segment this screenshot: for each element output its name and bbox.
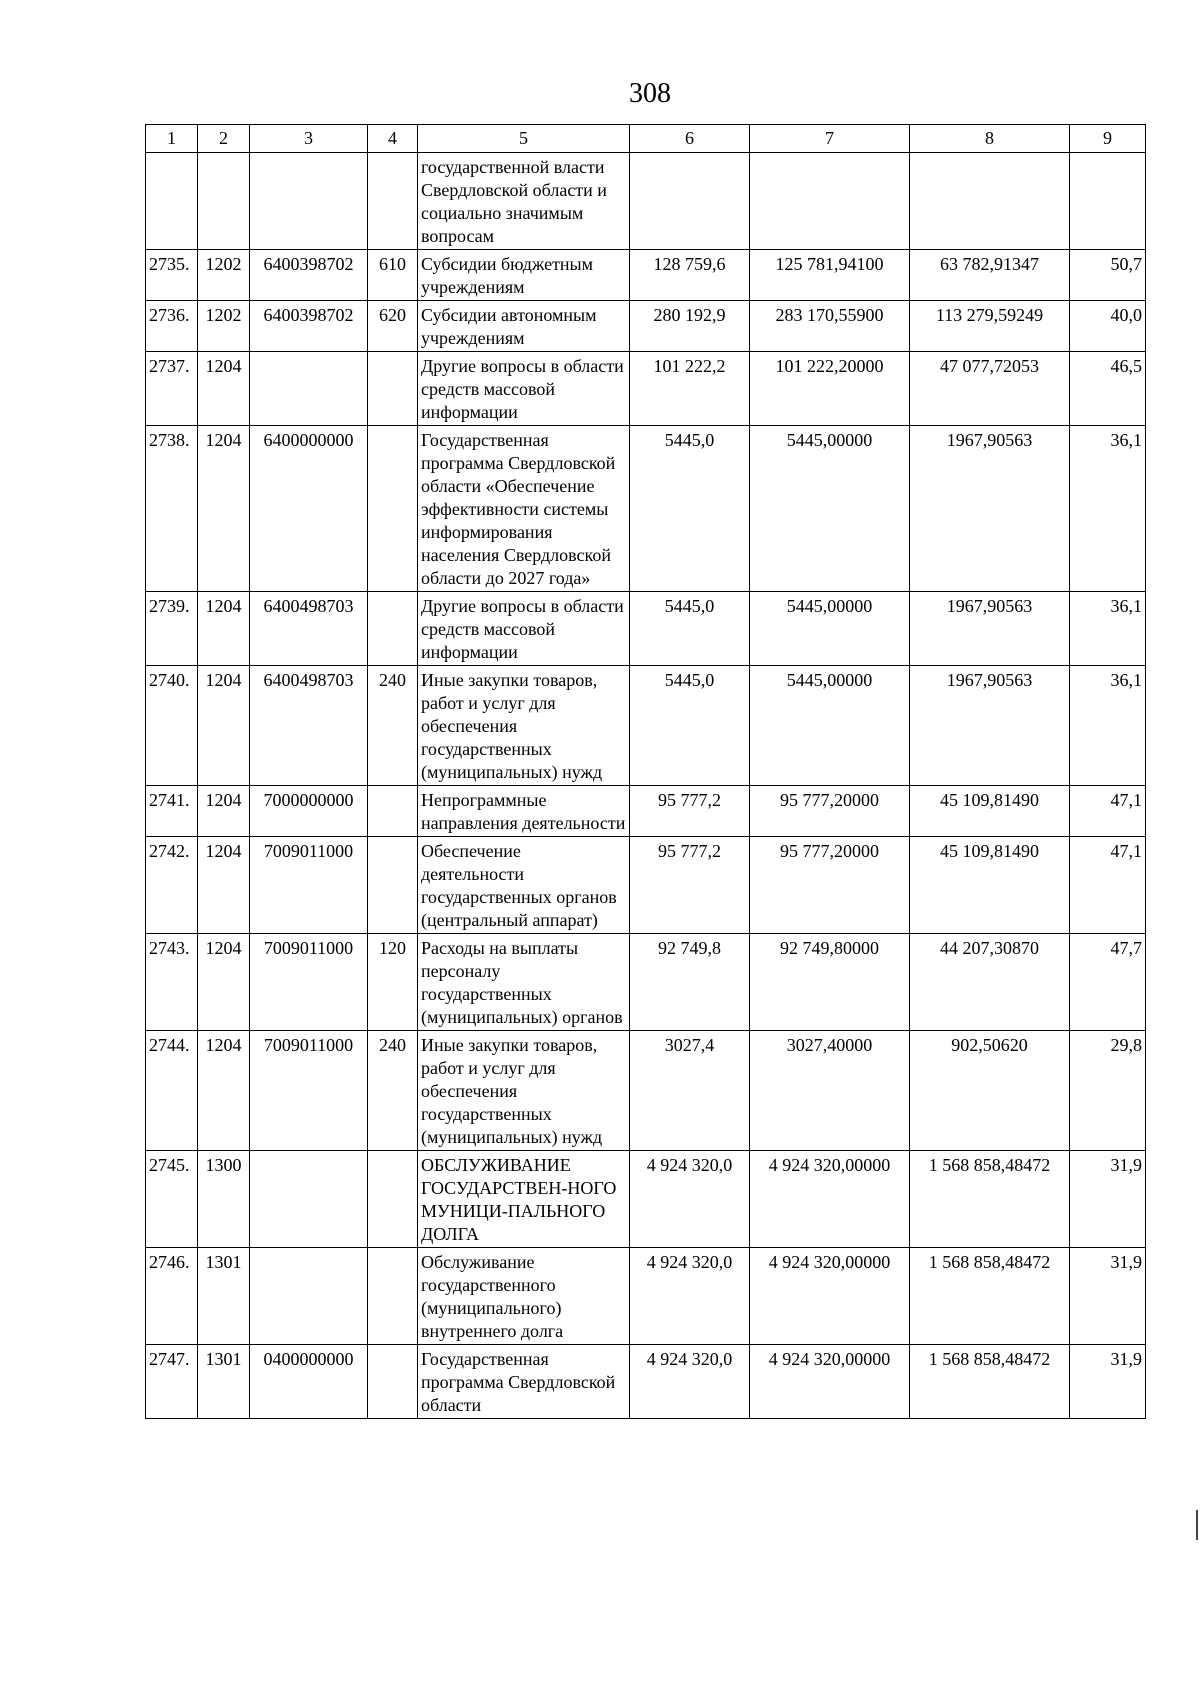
column-header: 9 <box>1070 125 1146 153</box>
item-name: Государственная программа Свердловской области <box>418 1345 630 1419</box>
row-number: 2745. <box>146 1151 198 1248</box>
expense-kind <box>368 153 418 250</box>
amount-col8: 1 568 858,48472 <box>910 1248 1070 1345</box>
row-number: 2746. <box>146 1248 198 1345</box>
expense-kind: 120 <box>368 934 418 1031</box>
section-code: 1202 <box>198 301 250 352</box>
section-code: 1202 <box>198 250 250 301</box>
table-row <box>146 250 1146 301</box>
execution-percent <box>1070 153 1146 250</box>
section-code: 1204 <box>198 786 250 837</box>
expense-kind <box>368 1248 418 1345</box>
expense-kind <box>368 786 418 837</box>
amount-col7: 283 170,55900 <box>750 301 910 352</box>
section-code: 1300 <box>198 1151 250 1248</box>
amount-col6: 280 192,9 <box>630 301 750 352</box>
amount-col7: 4 924 320,00000 <box>750 1345 910 1419</box>
table-row <box>146 1248 1146 1345</box>
amount-col7: 3027,40000 <box>750 1031 910 1151</box>
item-name: Обеспечение деятельности государственных органов (центральный аппарат) <box>418 837 630 934</box>
expense-kind <box>368 426 418 592</box>
table-row <box>146 153 1146 250</box>
item-name: Иные закупки товаров, работ и услуг для обеспечения государственных (муниципальных) нужд <box>418 666 630 786</box>
amount-col7: 5445,00000 <box>750 666 910 786</box>
row-number: 2741. <box>146 786 198 837</box>
section-code: 1204 <box>198 426 250 592</box>
amount-col8: 45 109,81490 <box>910 837 1070 934</box>
item-name: ОБСЛУЖИВАНИЕ ГОСУДАРСТВЕН-НОГО МУНИЦИ-ПАЛЬНОГО ДОЛГА <box>418 1151 630 1248</box>
scan-artifact <box>1196 1510 1198 1540</box>
row-number: 2739. <box>146 592 198 666</box>
amount-col8: 47 077,72053 <box>910 352 1070 426</box>
amount-col6: 95 777,2 <box>630 837 750 934</box>
expense-kind: 620 <box>368 301 418 352</box>
section-code: 1204 <box>198 666 250 786</box>
column-header: 3 <box>250 125 368 153</box>
item-name: Иные закупки товаров, работ и услуг для обеспечения государственных (муниципальных) нужд <box>418 1031 630 1151</box>
target-code <box>250 352 368 426</box>
amount-col6: 92 749,8 <box>630 934 750 1031</box>
amount-col6: 5445,0 <box>630 426 750 592</box>
row-number: 2744. <box>146 1031 198 1151</box>
item-name: Другие вопросы в области средств массовой информации <box>418 352 630 426</box>
header-row <box>146 125 1146 153</box>
amount-col8: 1967,90563 <box>910 426 1070 592</box>
amount-col8: 113 279,59249 <box>910 301 1070 352</box>
expense-kind <box>368 1151 418 1248</box>
column-header: 7 <box>750 125 910 153</box>
amount-col7: 5445,00000 <box>750 426 910 592</box>
amount-col6: 4 924 320,0 <box>630 1248 750 1345</box>
execution-percent: 31,9 <box>1070 1151 1146 1248</box>
amount-col7: 92 749,80000 <box>750 934 910 1031</box>
table-row <box>146 1345 1146 1419</box>
amount-col7: 4 924 320,00000 <box>750 1151 910 1248</box>
amount-col7: 95 777,20000 <box>750 837 910 934</box>
row-number <box>146 153 198 250</box>
execution-percent: 47,7 <box>1070 934 1146 1031</box>
section-code: 1204 <box>198 837 250 934</box>
amount-col7: 101 222,20000 <box>750 352 910 426</box>
column-header: 8 <box>910 125 1070 153</box>
column-header: 6 <box>630 125 750 153</box>
section-code: 1301 <box>198 1248 250 1345</box>
column-header: 4 <box>368 125 418 153</box>
target-code: 6400000000 <box>250 426 368 592</box>
expense-kind: 610 <box>368 250 418 301</box>
page-number: 308 <box>629 78 671 109</box>
amount-col8: 45 109,81490 <box>910 786 1070 837</box>
section-code: 1204 <box>198 1031 250 1151</box>
amount-col6: 101 222,2 <box>630 352 750 426</box>
row-number: 2747. <box>146 1345 198 1419</box>
amount-col6: 4 924 320,0 <box>630 1345 750 1419</box>
amount-col6: 128 759,6 <box>630 250 750 301</box>
table-row <box>146 1151 1146 1248</box>
amount-col8: 63 782,91347 <box>910 250 1070 301</box>
section-code: 1204 <box>198 592 250 666</box>
execution-percent: 46,5 <box>1070 352 1146 426</box>
amount-col7 <box>750 153 910 250</box>
target-code: 0400000000 <box>250 1345 368 1419</box>
table-body <box>146 153 1146 1419</box>
target-code <box>250 1248 368 1345</box>
execution-percent: 40,0 <box>1070 301 1146 352</box>
expense-kind <box>368 592 418 666</box>
item-name: Государственная программа Свердловской области «Обеспечение эффективности системы информирования населения Свердловской области до 2027 года» <box>418 426 630 592</box>
expense-kind: 240 <box>368 666 418 786</box>
amount-col8: 1 568 858,48472 <box>910 1151 1070 1248</box>
amount-col7: 95 777,20000 <box>750 786 910 837</box>
item-name: Субсидии автономным учреждениям <box>418 301 630 352</box>
column-header: 2 <box>198 125 250 153</box>
amount-col6: 5445,0 <box>630 592 750 666</box>
target-code: 7000000000 <box>250 786 368 837</box>
expense-kind <box>368 837 418 934</box>
target-code: 7009011000 <box>250 934 368 1031</box>
item-name: государственной власти Свердловской области и социально значимым вопросам <box>418 153 630 250</box>
table-row <box>146 934 1146 1031</box>
expense-kind <box>368 352 418 426</box>
target-code <box>250 1151 368 1248</box>
execution-percent: 31,9 <box>1070 1248 1146 1345</box>
budget-table <box>145 124 1146 1419</box>
row-number: 2740. <box>146 666 198 786</box>
amount-col8 <box>910 153 1070 250</box>
amount-col8: 1 568 858,48472 <box>910 1345 1070 1419</box>
table-row <box>146 666 1146 786</box>
item-name: Расходы на выплаты персоналу государственных (муниципальных) органов <box>418 934 630 1031</box>
amount-col6: 95 777,2 <box>630 786 750 837</box>
expense-kind <box>368 1345 418 1419</box>
row-number: 2738. <box>146 426 198 592</box>
item-name: Субсидии бюджетным учреждениям <box>418 250 630 301</box>
row-number: 2737. <box>146 352 198 426</box>
execution-percent: 36,1 <box>1070 426 1146 592</box>
target-code <box>250 153 368 250</box>
table-row <box>146 592 1146 666</box>
execution-percent: 50,7 <box>1070 250 1146 301</box>
column-header: 5 <box>418 125 630 153</box>
execution-percent: 47,1 <box>1070 837 1146 934</box>
amount-col7: 5445,00000 <box>750 592 910 666</box>
amount-col7: 125 781,94100 <box>750 250 910 301</box>
item-name: Непрограммные направления деятельности <box>418 786 630 837</box>
row-number: 2736. <box>146 301 198 352</box>
row-number: 2743. <box>146 934 198 1031</box>
table-row <box>146 301 1146 352</box>
target-code: 6400398702 <box>250 301 368 352</box>
amount-col6 <box>630 153 750 250</box>
section-code: 1204 <box>198 352 250 426</box>
table-row <box>146 426 1146 592</box>
table-row <box>146 837 1146 934</box>
item-name: Обслуживание государственного (муниципального) внутреннего долга <box>418 1248 630 1345</box>
amount-col8: 44 207,30870 <box>910 934 1070 1031</box>
target-code: 6400498703 <box>250 592 368 666</box>
section-code <box>198 153 250 250</box>
expense-kind: 240 <box>368 1031 418 1151</box>
target-code: 6400398702 <box>250 250 368 301</box>
amount-col8: 902,50620 <box>910 1031 1070 1151</box>
execution-percent: 36,1 <box>1070 666 1146 786</box>
amount-col8: 1967,90563 <box>910 592 1070 666</box>
amount-col6: 4 924 320,0 <box>630 1151 750 1248</box>
table-row <box>146 1031 1146 1151</box>
execution-percent: 36,1 <box>1070 592 1146 666</box>
execution-percent: 47,1 <box>1070 786 1146 837</box>
amount-col8: 1967,90563 <box>910 666 1070 786</box>
execution-percent: 29,8 <box>1070 1031 1146 1151</box>
row-number: 2742. <box>146 837 198 934</box>
section-code: 1204 <box>198 934 250 1031</box>
table-row <box>146 352 1146 426</box>
column-header: 1 <box>146 125 198 153</box>
target-code: 7009011000 <box>250 1031 368 1151</box>
target-code: 7009011000 <box>250 837 368 934</box>
amount-col6: 5445,0 <box>630 666 750 786</box>
row-number: 2735. <box>146 250 198 301</box>
table-row <box>146 786 1146 837</box>
amount-col6: 3027,4 <box>630 1031 750 1151</box>
section-code: 1301 <box>198 1345 250 1419</box>
target-code: 6400498703 <box>250 666 368 786</box>
item-name: Другие вопросы в области средств массовой информации <box>418 592 630 666</box>
execution-percent: 31,9 <box>1070 1345 1146 1419</box>
amount-col7: 4 924 320,00000 <box>750 1248 910 1345</box>
